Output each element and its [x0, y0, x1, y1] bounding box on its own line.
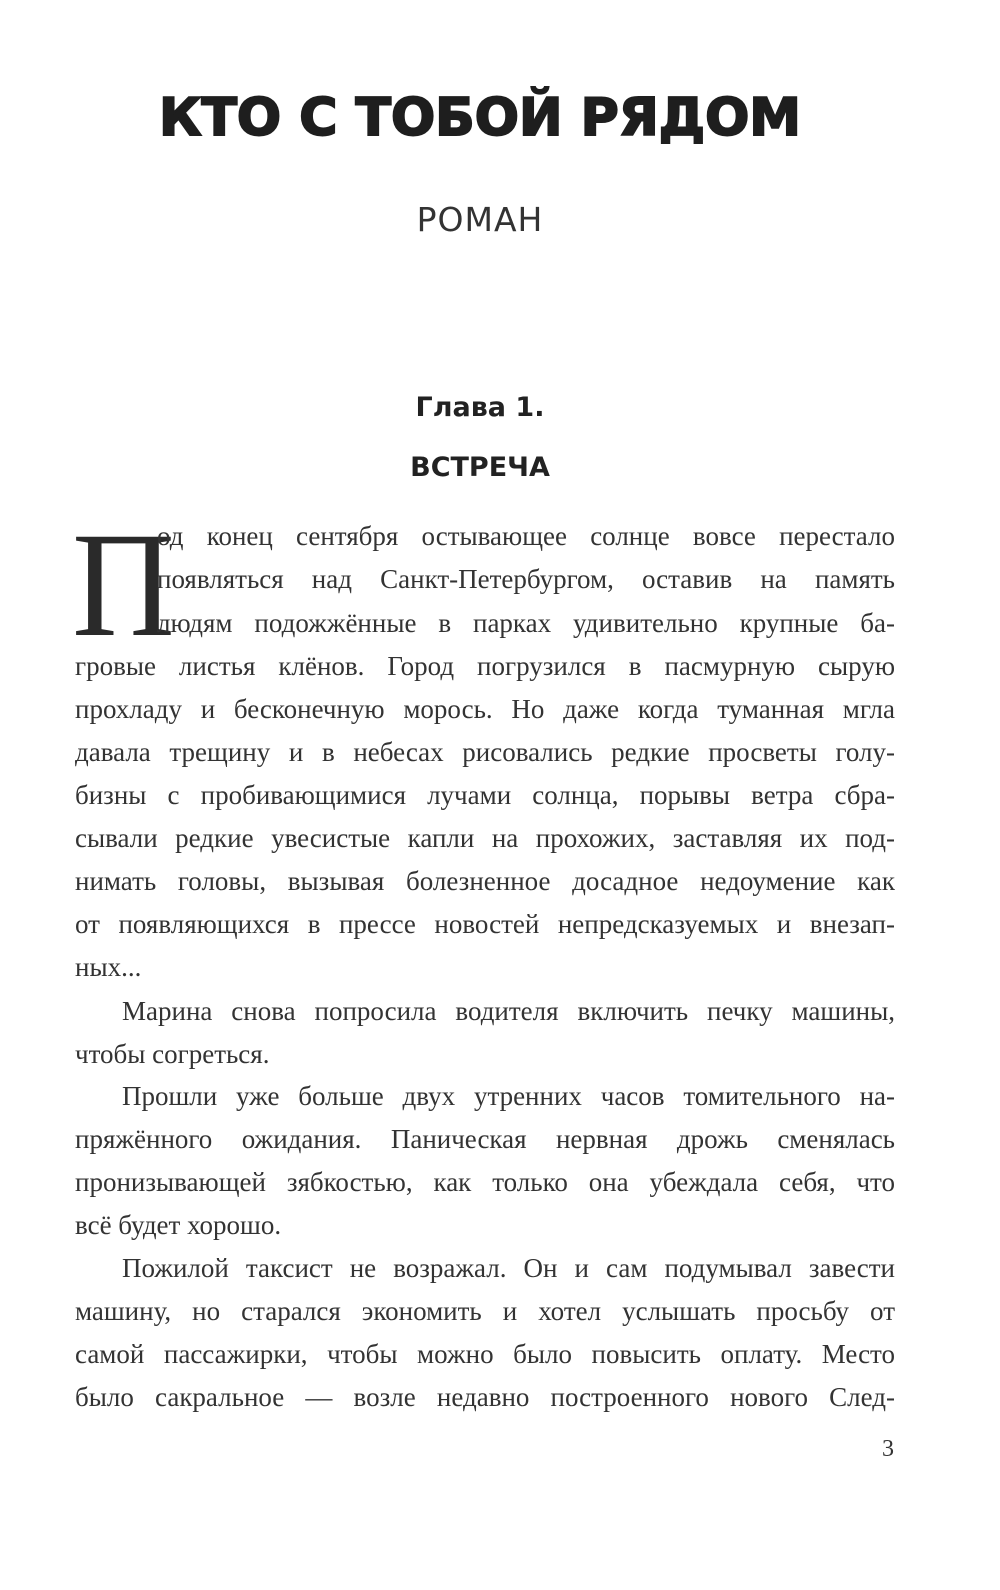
- chapter-number: Глава 1.: [415, 392, 545, 423]
- book-subtitle: РОМАН: [416, 200, 544, 239]
- text-line: людям подожжённые в парках удивительно крупные ба-: [157, 608, 895, 638]
- text-line: пронизывающей зябкостью, как только она убеждала себя, что: [75, 1167, 895, 1197]
- text-line: гровые листья клёнов. Город погрузился в пасмурную сырую: [75, 651, 895, 681]
- text-line: было сакральное — возле недавно построенного нового След-: [75, 1382, 895, 1412]
- text-line: Пожилой таксист не возражал. Он и сам подумывал завести: [122, 1253, 895, 1283]
- text-line: бизны с пробивающимися лучами солнца, порывы ветра сбра-: [75, 780, 895, 810]
- text-line: машину, но старался экономить и хотел услышать просьбу от: [75, 1296, 895, 1326]
- drop-cap: П: [72, 502, 175, 668]
- text-line: прохладу и бесконечную морось. Но даже когда туманная мгла: [75, 694, 895, 724]
- text-line: ных...: [75, 952, 142, 982]
- text-line: всё будет хорошо.: [75, 1210, 282, 1240]
- page-number: 3: [882, 1436, 894, 1462]
- text-line: нимать головы, вызывая болезненное досадное недоумение как: [75, 866, 895, 896]
- text-line: сывали редкие увесистые капли на прохожих, заставляя их под-: [75, 823, 895, 853]
- text-line: чтобы согреться.: [75, 1039, 270, 1069]
- text-line: од конец сентября остывающее солнце вовсе перестало: [157, 521, 895, 551]
- text-line: давала трещину и в небесах рисовались редкие просветы голу-: [75, 737, 895, 767]
- text-line: Марина снова попросила водителя включить печку машины,: [122, 996, 895, 1026]
- text-line: появляться над Санкт-Петербургом, оставив на память: [157, 564, 895, 594]
- text-line: Прошли уже больше двух утренних часов томительного на-: [122, 1081, 895, 1111]
- book-title: КТО С ТОБОЙ РЯДОМ: [158, 88, 802, 148]
- text-line: самой пассажирки, чтобы можно было повысить оплату. Место: [75, 1339, 895, 1369]
- text-line: пряжённого ожидания. Паническая нервная дрожь сменялась: [75, 1124, 895, 1154]
- text-line: от появляющихся в прессе новостей непредсказуемых и внезап-: [75, 909, 895, 939]
- chapter-title: ВСТРЕЧА: [410, 452, 550, 483]
